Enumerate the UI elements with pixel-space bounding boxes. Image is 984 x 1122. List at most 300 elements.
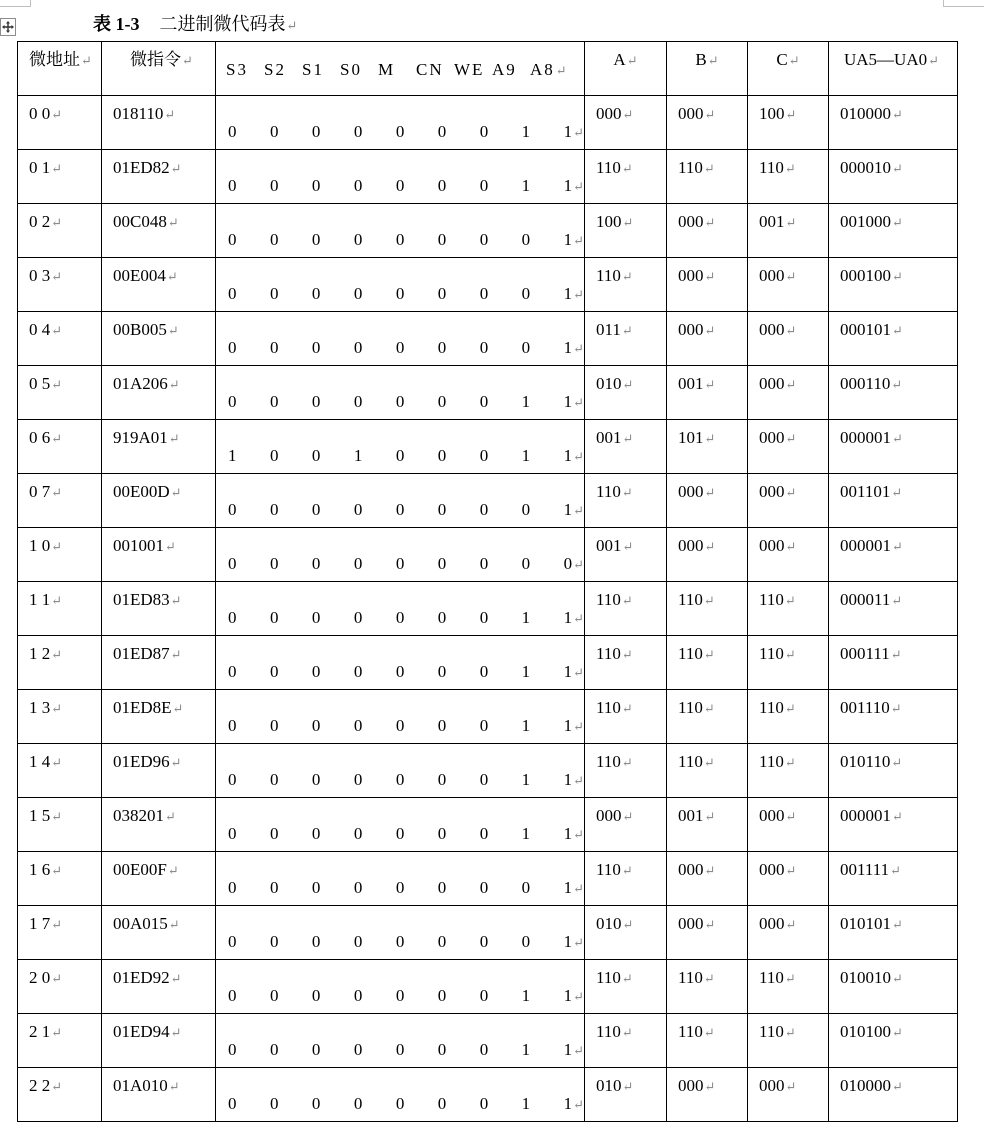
field-b: 000 xyxy=(678,482,704,501)
table-row: 1 5↵ 038201↵ 0 0 0 0 0 0 0 1 1↵ 000↵ 001↵ 000↵ 000001↵ xyxy=(18,798,958,852)
signal-bit: 0 xyxy=(311,662,321,681)
signal-bit: 0 xyxy=(395,824,405,843)
table-row: 0 6↵ 919A01↵ 1 0 0 1 0 0 0 1 1↵ 001↵ 101↵ 000↵ 000001↵ xyxy=(18,420,958,474)
signal-bit: 1 xyxy=(521,1040,531,1059)
micro-address: 1 4 xyxy=(29,752,51,771)
signal-bit: 0 xyxy=(437,608,447,627)
signal-bit: 0 xyxy=(353,284,363,303)
field-b: 000 xyxy=(678,1076,704,1095)
table-row: 2 0↵ 01ED92↵ 0 0 0 0 0 0 0 1 1↵ 110↵ 110↵ 110↵ 010010↵ xyxy=(18,960,958,1014)
field-b: 000 xyxy=(678,860,704,879)
signal-bit: 0 xyxy=(269,770,279,789)
signal-bit: 1↵ xyxy=(563,1040,585,1059)
signal-bit: 0 xyxy=(353,1094,363,1113)
signal-bit: 0 xyxy=(353,824,363,843)
field-c: 110 xyxy=(759,698,784,717)
signal-bit: 0 xyxy=(479,716,489,735)
micro-instruction: 01A206 xyxy=(113,374,168,393)
signal-bits xyxy=(228,932,584,952)
field-b: 000 xyxy=(678,212,704,231)
signal-bits xyxy=(228,284,584,304)
table-row: 1 0↵ 001001↵ 0 0 0 0 0 0 0 0 0↵ 001↵ 000↵ 000↵ 000001↵ xyxy=(18,528,958,582)
field-b: 001 xyxy=(678,806,704,825)
header-addr: 微地址 xyxy=(29,50,80,69)
signal-bit: 0 xyxy=(228,716,237,735)
micro-instruction: 919A01 xyxy=(113,428,168,447)
signal-bit: 0 xyxy=(311,932,321,951)
field-b: 101 xyxy=(678,428,704,447)
signal-bit: 1 xyxy=(521,176,531,195)
signal-bit: 0 xyxy=(311,230,321,249)
micro-instruction: 00B005 xyxy=(113,320,167,339)
signal-bit: 1↵ xyxy=(563,878,585,897)
signal-bit: 0 xyxy=(395,392,405,411)
signal-bit: 1 xyxy=(228,446,237,465)
next-address-ua: 000111 xyxy=(840,644,890,663)
field-c: 000 xyxy=(759,1076,785,1095)
signal-bit: 0 xyxy=(395,770,405,789)
table-move-handle-icon[interactable] xyxy=(0,18,16,36)
micro-address: 0 5 xyxy=(29,374,51,393)
signal-bit: 0 xyxy=(479,824,489,843)
field-a: 110 xyxy=(596,968,621,987)
signal-bit: 0 xyxy=(228,986,237,1005)
header-signal: CN xyxy=(416,60,444,79)
signal-bits xyxy=(228,662,584,682)
table-row: 1 2↵ 01ED87↵ 0 0 0 0 0 0 0 1 1↵ 110↵ 110↵ 110↵ 000111↵ xyxy=(18,636,958,690)
signal-bit: 1 xyxy=(521,770,531,789)
signal-bits xyxy=(228,500,584,520)
field-c: 110 xyxy=(759,968,784,987)
signal-bit: 0 xyxy=(479,392,489,411)
field-a: 110 xyxy=(596,158,621,177)
signal-bit: 0 xyxy=(521,878,531,897)
signal-bit: 0 xyxy=(479,608,489,627)
signal-bit: 0 xyxy=(269,446,279,465)
signal-bit: 0 xyxy=(269,608,279,627)
signal-bit: 0 xyxy=(228,338,237,357)
signal-bit: 1↵ xyxy=(563,986,585,1005)
signal-bit: 0 xyxy=(395,986,405,1005)
signal-bit: 0 xyxy=(353,986,363,1005)
signal-bit: 0 xyxy=(228,1040,237,1059)
paragraph-mark-icon: ↵ xyxy=(286,18,298,33)
field-c: 000 xyxy=(759,374,785,393)
signal-bit: 0 xyxy=(479,176,489,195)
table-row: 0 4↵ 00B005↵ 0 0 0 0 0 0 0 0 1↵ 011↵ 000↵ 000↵ 000101↵ xyxy=(18,312,958,366)
signal-bit: 0 xyxy=(269,878,279,897)
table-row: 2 1↵ 01ED94↵ 0 0 0 0 0 0 0 1 1↵ 110↵ 110↵ 110↵ 010100↵ xyxy=(18,1014,958,1068)
signal-bit: 0 xyxy=(311,176,321,195)
table-row: 1 6↵ 00E00F↵ 0 0 0 0 0 0 0 0 1↵ 110↵ 000↵ 000↵ 001111↵ xyxy=(18,852,958,906)
microcode-table xyxy=(17,41,958,1122)
signal-bit: 0 xyxy=(479,1094,489,1113)
field-b: 110 xyxy=(678,644,703,663)
signal-bit: 1↵ xyxy=(563,824,585,843)
signal-bit: 0 xyxy=(395,1094,405,1113)
micro-address: 2 2 xyxy=(29,1076,51,1095)
table-title: 二进制微代码表 xyxy=(159,14,286,34)
field-a: 110 xyxy=(596,698,621,717)
micro-address: 2 1 xyxy=(29,1022,51,1041)
signal-bit: 0 xyxy=(228,122,237,141)
signal-bit: 1↵ xyxy=(563,392,585,411)
next-address-ua: 000101 xyxy=(840,320,891,339)
signal-bit: 0 xyxy=(269,284,279,303)
signal-bit: 0 xyxy=(437,446,447,465)
micro-address: 1 2 xyxy=(29,644,51,663)
field-a: 001 xyxy=(596,536,622,555)
field-b: 110 xyxy=(678,1022,703,1041)
micro-address: 1 1 xyxy=(29,590,51,609)
signal-bit: 0 xyxy=(228,1094,237,1113)
micro-address: 0 6 xyxy=(29,428,51,447)
micro-instruction: 01ED8E xyxy=(113,698,172,717)
signal-bit: 0 xyxy=(228,770,237,789)
signal-bit: 0 xyxy=(269,338,279,357)
field-b: 001 xyxy=(678,374,704,393)
signal-bit: 0 xyxy=(269,392,279,411)
signal-bit: 0 xyxy=(311,500,321,519)
header-instr: 微指令 xyxy=(130,50,181,69)
next-address-ua: 001111 xyxy=(840,860,890,879)
signal-bit: 0 xyxy=(521,554,531,573)
signal-bit: 0 xyxy=(395,122,405,141)
signal-bit: 1↵ xyxy=(563,338,585,357)
field-c: 000 xyxy=(759,320,785,339)
signal-bit: 0 xyxy=(521,500,531,519)
signal-bit: 0 xyxy=(479,500,489,519)
table-number: 表 1-3 xyxy=(93,14,140,34)
table-row: 1 1↵ 01ED83↵ 0 0 0 0 0 0 0 1 1↵ 110↵ 110↵ 110↵ 000011↵ xyxy=(18,582,958,636)
signal-bits xyxy=(228,122,584,142)
signal-bits xyxy=(228,1094,584,1114)
signal-bit: 0 xyxy=(228,500,237,519)
field-c: 100 xyxy=(759,104,785,123)
field-b: 000 xyxy=(678,536,704,555)
signal-bit: 0 xyxy=(228,824,237,843)
signal-bits xyxy=(228,824,584,844)
signal-bit: 1↵ xyxy=(563,122,585,141)
signal-bit: 0 xyxy=(395,608,405,627)
signal-bit: 0 xyxy=(353,392,363,411)
table-row: 1 7↵ 00A015↵ 0 0 0 0 0 0 0 0 1↵ 010↵ 000↵ 000↵ 010101↵ xyxy=(18,906,958,960)
signal-bit: 0 xyxy=(395,500,405,519)
signal-bit: 1 xyxy=(521,716,531,735)
signal-bit: 0 xyxy=(353,878,363,897)
signal-bit: 1↵ xyxy=(563,176,585,195)
table-row: 0 2↵ 00C048↵ 0 0 0 0 0 0 0 0 1↵ 100↵ 000↵ 001↵ 001000↵ xyxy=(18,204,958,258)
table-row: 0 3↵ 00E004↵ 0 0 0 0 0 0 0 0 1↵ 110↵ 000↵ 000↵ 000100↵ xyxy=(18,258,958,312)
signal-bit: 0 xyxy=(311,770,321,789)
header-signal: M xyxy=(378,60,396,79)
signal-bit: 0 xyxy=(353,176,363,195)
signal-bit: 0 xyxy=(479,770,489,789)
field-b: 110 xyxy=(678,590,703,609)
signal-bit: 0 xyxy=(479,554,489,573)
signal-bit: 1↵ xyxy=(563,932,585,951)
header-signal: A8↵ xyxy=(530,60,569,79)
field-c: 110 xyxy=(759,752,784,771)
micro-address: 0 7 xyxy=(29,482,51,501)
signal-bits xyxy=(228,554,584,574)
signal-bit: 0 xyxy=(395,554,405,573)
field-c: 000 xyxy=(759,914,785,933)
signal-bit: 0 xyxy=(437,1094,447,1113)
next-address-ua: 000010 xyxy=(840,158,891,177)
field-c: 110 xyxy=(759,1022,784,1041)
signal-bit: 0 xyxy=(269,662,279,681)
field-c: 000 xyxy=(759,536,785,555)
signal-bits xyxy=(228,608,584,628)
signal-bit: 0 xyxy=(437,716,447,735)
signal-bit: 0 xyxy=(269,932,279,951)
signal-bit: 0 xyxy=(521,932,531,951)
signal-bits xyxy=(228,986,584,1006)
table-row: 1 4↵ 01ED96↵ 0 0 0 0 0 0 0 1 1↵ 110↵ 110↵ 110↵ 010110↵ xyxy=(18,744,958,798)
next-address-ua: 010110 xyxy=(840,752,891,771)
signal-bit: 0 xyxy=(269,716,279,735)
signal-bit: 1 xyxy=(521,122,531,141)
signal-bit: 0 xyxy=(228,878,237,897)
signal-bit: 1 xyxy=(521,392,531,411)
signal-bit: 0 xyxy=(228,932,237,951)
signal-bit: 0 xyxy=(479,338,489,357)
signal-bit: 0 xyxy=(311,1094,321,1113)
signal-bit: 0 xyxy=(437,554,447,573)
field-c: 000 xyxy=(759,860,785,879)
field-a: 010 xyxy=(596,914,622,933)
signal-bits xyxy=(228,446,584,466)
signal-bit: 0 xyxy=(395,1040,405,1059)
signal-bit: 0 xyxy=(437,662,447,681)
field-a: 110 xyxy=(596,1022,621,1041)
table-caption xyxy=(93,12,297,38)
micro-instruction: 01ED87 xyxy=(113,644,170,663)
micro-address: 1 6 xyxy=(29,860,51,879)
signal-bit: 0 xyxy=(353,608,363,627)
next-address-ua: 001110 xyxy=(840,698,890,717)
signal-bit: 1 xyxy=(353,446,363,465)
signal-bit: 1↵ xyxy=(563,1094,585,1113)
signal-bit: 0 xyxy=(311,338,321,357)
header-signal: A9 xyxy=(492,60,517,79)
signal-bit: 0 xyxy=(311,824,321,843)
micro-address: 1 0 xyxy=(29,536,51,555)
field-a: 000 xyxy=(596,104,622,123)
micro-instruction: 00E004 xyxy=(113,266,166,285)
signal-bit: 1↵ xyxy=(563,230,585,249)
signal-bit: 0 xyxy=(395,446,405,465)
signal-bit: 0 xyxy=(228,554,237,573)
signal-bit: 0 xyxy=(311,716,321,735)
field-a: 110 xyxy=(596,590,621,609)
signal-bit: 0 xyxy=(228,662,237,681)
signal-bit: 1 xyxy=(521,608,531,627)
signal-bit: 0 xyxy=(521,284,531,303)
signal-bit: 1↵ xyxy=(563,716,585,735)
page-corner-mark xyxy=(943,0,984,7)
header-a: A xyxy=(613,50,626,69)
next-address-ua: 010100 xyxy=(840,1022,891,1041)
signal-bit: 0 xyxy=(269,1040,279,1059)
next-address-ua: 010010 xyxy=(840,968,891,987)
signal-bits xyxy=(228,878,584,898)
header-b: B xyxy=(695,50,707,69)
signal-bit: 0 xyxy=(437,122,447,141)
field-b: 000 xyxy=(678,104,704,123)
signal-bit: 0 xyxy=(479,1040,489,1059)
signal-bit: 0 xyxy=(311,878,321,897)
table-row: 0 1↵ 01ED82↵ 0 0 0 0 0 0 0 1 1↵ 110↵ 110↵ 110↵ 000010↵ xyxy=(18,150,958,204)
signal-bit: 0 xyxy=(437,878,447,897)
micro-instruction: 001001 xyxy=(113,536,164,555)
next-address-ua: 000100 xyxy=(840,266,891,285)
signal-bit: 0 xyxy=(437,770,447,789)
signal-bit: 1↵ xyxy=(563,500,585,519)
next-address-ua: 000110 xyxy=(840,374,891,393)
signal-bits xyxy=(228,1040,584,1060)
micro-instruction: 01ED92 xyxy=(113,968,170,987)
micro-instruction: 01ED82 xyxy=(113,158,170,177)
signal-bit: 0 xyxy=(437,392,447,411)
table-row: 2 2↵ 01A010↵ 0 0 0 0 0 0 0 1 1↵ 010↵ 000↵ 000↵ 010000↵ xyxy=(18,1068,958,1122)
signal-bit: 0 xyxy=(479,284,489,303)
field-a: 010 xyxy=(596,1076,622,1095)
signal-bit: 0 xyxy=(479,878,489,897)
field-b: 000 xyxy=(678,266,704,285)
signal-bit: 1↵ xyxy=(563,662,585,681)
field-c: 000 xyxy=(759,428,785,447)
micro-instruction: 00E00D xyxy=(113,482,170,501)
micro-address: 1 3 xyxy=(29,698,51,717)
signal-bits xyxy=(228,230,584,250)
field-a: 010 xyxy=(596,374,622,393)
next-address-ua: 000011 xyxy=(840,590,891,609)
micro-address: 1 7 xyxy=(29,914,51,933)
signal-bit: 0 xyxy=(353,716,363,735)
signal-bit: 0 xyxy=(269,824,279,843)
signal-bit: 0 xyxy=(479,122,489,141)
micro-instruction: 01ED94 xyxy=(113,1022,170,1041)
signal-bit: 0 xyxy=(228,230,237,249)
field-b: 000 xyxy=(678,320,704,339)
signal-bit: 1 xyxy=(521,446,531,465)
next-address-ua: 001000 xyxy=(840,212,891,231)
micro-instruction: 038201 xyxy=(113,806,164,825)
signal-bit: 0 xyxy=(311,122,321,141)
signal-bit: 0 xyxy=(479,230,489,249)
signal-bit: 0 xyxy=(479,662,489,681)
micro-address: 2 0 xyxy=(29,968,51,987)
signal-bit: 0 xyxy=(437,986,447,1005)
signal-bit: 0 xyxy=(437,824,447,843)
signal-bit: 0 xyxy=(269,1094,279,1113)
signal-bit: 0 xyxy=(311,284,321,303)
micro-instruction: 00C048 xyxy=(113,212,167,231)
table-row: 0 5↵ 01A206↵ 0 0 0 0 0 0 0 1 1↵ 010↵ 001↵ 000↵ 000110↵ xyxy=(18,366,958,420)
micro-address: 0 4 xyxy=(29,320,51,339)
signal-bit: 0 xyxy=(353,662,363,681)
header-c: C xyxy=(776,50,788,69)
micro-instruction: 018110 xyxy=(113,104,164,123)
signal-bit: 0 xyxy=(395,284,405,303)
signal-bit: 0 xyxy=(395,932,405,951)
field-b: 000 xyxy=(678,914,704,933)
field-a: 110 xyxy=(596,644,621,663)
field-a: 110 xyxy=(596,752,621,771)
field-b: 110 xyxy=(678,698,703,717)
signal-bit: 1↵ xyxy=(563,770,585,789)
table-row: 1 3↵ 01ED8E↵ 0 0 0 0 0 0 0 1 1↵ 110↵ 110↵ 110↵ 001110↵ xyxy=(18,690,958,744)
field-c: 000 xyxy=(759,266,785,285)
signal-bit: 0 xyxy=(437,1040,447,1059)
field-a: 011 xyxy=(596,320,621,339)
field-a: 000 xyxy=(596,806,622,825)
page-corner-mark xyxy=(0,0,31,7)
signal-bit: 0 xyxy=(395,716,405,735)
micro-instruction: 01ED96 xyxy=(113,752,170,771)
next-address-ua: 000001 xyxy=(840,536,891,555)
field-c: 000 xyxy=(759,482,785,501)
signal-bits xyxy=(228,392,584,412)
signal-bit: 0 xyxy=(311,986,321,1005)
micro-instruction: 01A010 xyxy=(113,1076,168,1095)
signal-bit: 0 xyxy=(521,230,531,249)
signal-bit: 1↵ xyxy=(563,446,585,465)
signal-bit: 0 xyxy=(311,1040,321,1059)
signal-bit: 0 xyxy=(437,500,447,519)
field-b: 110 xyxy=(678,968,703,987)
header-signals xyxy=(226,60,584,80)
signal-bit: 0 xyxy=(353,770,363,789)
signal-bit: 0 xyxy=(311,392,321,411)
signal-bit: 0 xyxy=(269,122,279,141)
signal-bit: 0 xyxy=(395,230,405,249)
signal-bit: 0 xyxy=(395,878,405,897)
field-a: 110 xyxy=(596,860,621,879)
signal-bit: 1 xyxy=(521,986,531,1005)
micro-address: 0 1 xyxy=(29,158,51,177)
signal-bit: 0 xyxy=(228,176,237,195)
signal-bit: 0 xyxy=(311,446,321,465)
signal-bit: 0 xyxy=(269,986,279,1005)
signal-bit: 0 xyxy=(311,608,321,627)
field-b: 110 xyxy=(678,752,703,771)
header-signal: S0 xyxy=(340,60,362,79)
signal-bit: 0 xyxy=(228,608,237,627)
next-address-ua: 010000 xyxy=(840,104,891,123)
micro-address: 0 3 xyxy=(29,266,51,285)
signal-bit: 0 xyxy=(395,662,405,681)
micro-instruction: 00A015 xyxy=(113,914,168,933)
micro-address: 0 2 xyxy=(29,212,51,231)
signal-bit: 1↵ xyxy=(563,284,585,303)
signal-bit: 0 xyxy=(437,176,447,195)
signal-bit: 0 xyxy=(353,122,363,141)
signal-bit: 0 xyxy=(353,554,363,573)
field-c: 001 xyxy=(759,212,785,231)
signal-bit: 1 xyxy=(521,824,531,843)
field-c: 000 xyxy=(759,806,785,825)
signal-bits xyxy=(228,716,584,736)
field-b: 110 xyxy=(678,158,703,177)
header-signal: S1 xyxy=(302,60,324,79)
micro-address: 0 0 xyxy=(29,104,51,123)
signal-bit: 0 xyxy=(353,1040,363,1059)
signal-bits xyxy=(228,770,584,790)
signal-bit: 0 xyxy=(437,338,447,357)
